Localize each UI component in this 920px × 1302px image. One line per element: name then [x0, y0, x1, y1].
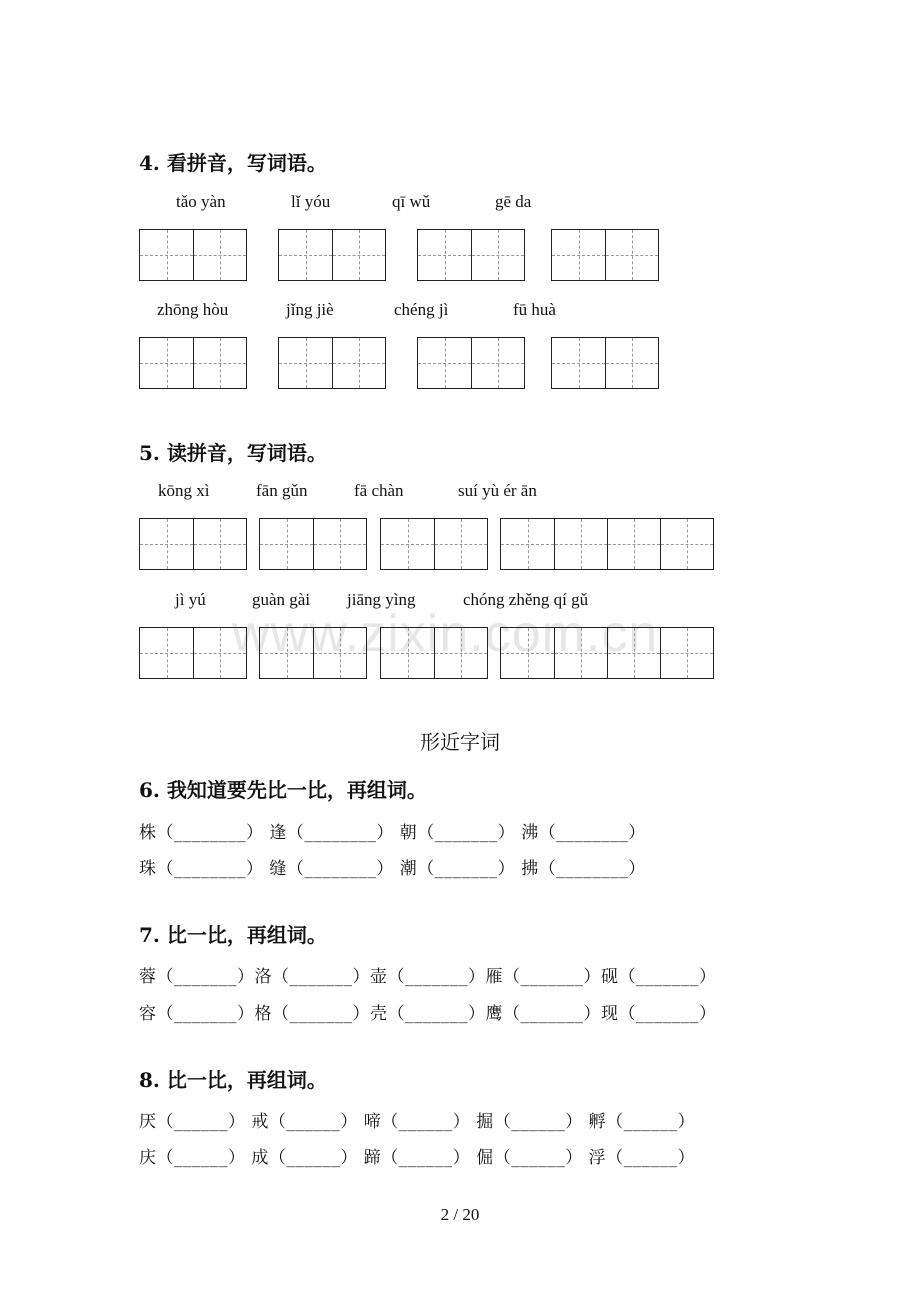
q4-answer-grid-2[interactable]	[278, 229, 386, 281]
q4-title: 4. 看拼音，写词语。	[139, 151, 327, 175]
q4-pinyin-3: qī wǔ	[392, 192, 431, 211]
q8-row-2: 庆（______） 成（______） 蹄（______） 倔（______） 浮（______）	[139, 1148, 696, 1168]
q5-pinyin-3: fā chàn	[354, 481, 404, 500]
q4-pinyin-2: lǐ yóu	[291, 192, 331, 211]
q4-pinyin-6: jǐng jiè	[286, 300, 334, 319]
q5-pinyin-1: kōng xì	[158, 481, 210, 500]
q5-pinyin-5: jì yú	[175, 590, 206, 609]
q5-pinyin-7: jiāng yìng	[347, 590, 416, 609]
q5-title: 5. 读拼音，写词语。	[139, 441, 327, 465]
q4-answer-grid-5[interactable]	[139, 337, 247, 389]
q4-answer-grid-1[interactable]	[139, 229, 247, 281]
q5-answer-grid-2[interactable]	[259, 518, 367, 570]
q5-answer-grid-8[interactable]	[500, 627, 714, 679]
q4-pinyin-5: zhōng hòu	[157, 300, 229, 319]
q8-row-1: 厌（______） 戒（______） 啼（______） 掘（______） 孵（______）	[139, 1112, 696, 1132]
q4-pinyin-7: chéng jì	[394, 300, 449, 319]
q6-title: 6. 我知道要先比一比，再组词。	[139, 778, 427, 802]
q5-answer-grid-4[interactable]	[500, 518, 714, 570]
q5-answer-grid-7[interactable]	[380, 627, 488, 679]
q4-answer-grid-8[interactable]	[551, 337, 659, 389]
q6-row-2: 珠（________） 缝（________） 潮（_______） 拂（________）	[139, 859, 646, 879]
q5-answer-grid-6[interactable]	[259, 627, 367, 679]
q7-row-1: 蓉（_______）洛（_______）壶（_______）雁（_______）砚（_______）	[139, 967, 717, 987]
q5-answer-grid-5[interactable]	[139, 627, 247, 679]
q4-answer-grid-6[interactable]	[278, 337, 386, 389]
q4-pinyin-4: gē da	[495, 192, 532, 211]
q4-answer-grid-7[interactable]	[417, 337, 525, 389]
q8-title: 8. 比一比，再组词。	[139, 1068, 327, 1092]
q5-answer-grid-1[interactable]	[139, 518, 247, 570]
q4-pinyin-8: fū huà	[513, 300, 556, 319]
q7-row-2: 容（_______）格（_______）壳（_______）鹰（_______）现（_______）	[139, 1004, 717, 1024]
q5-pinyin-4: suí yù ér ān	[458, 481, 537, 500]
q5-pinyin-2: fān gǔn	[256, 481, 308, 500]
q5-pinyin-6: guàn gài	[252, 590, 311, 609]
q6-row-1: 株（________） 逢（________） 朝（_______） 沸（________）	[139, 823, 646, 843]
q7-title: 7. 比一比，再组词。	[139, 923, 327, 947]
q5-answer-grid-3[interactable]	[380, 518, 488, 570]
q4-pinyin-1: tǎo yàn	[176, 192, 226, 211]
q4-answer-grid-4[interactable]	[551, 229, 659, 281]
page-number: 2 / 20	[440, 1205, 480, 1224]
section-title: 形近字词	[420, 730, 500, 754]
q5-pinyin-8: chóng zhěng qí gǔ	[463, 590, 589, 609]
q4-answer-grid-3[interactable]	[417, 229, 525, 281]
watermark: www.zixin.com.cn	[232, 605, 659, 663]
